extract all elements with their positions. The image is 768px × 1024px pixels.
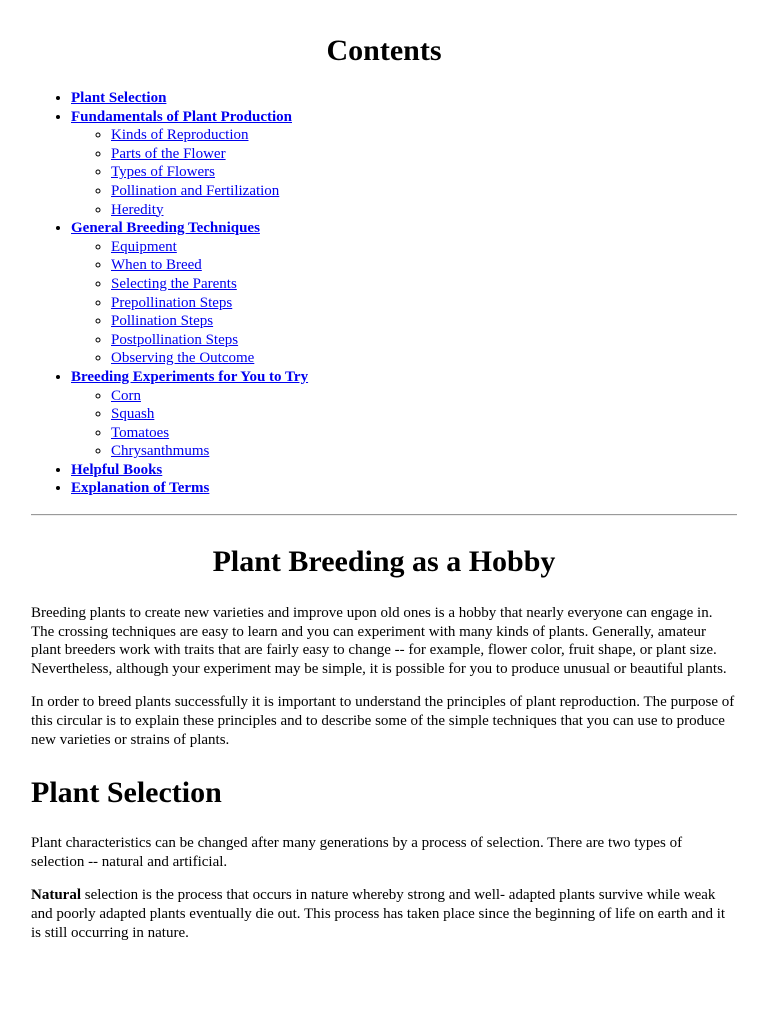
toc-subitem bbox=[111, 201, 737, 220]
toc-link-selecting-the-parents[interactable]: Selecting the Parents bbox=[111, 275, 237, 292]
toc-subitem bbox=[111, 238, 737, 257]
toc-link-prepollination-steps[interactable]: Prepollination Steps bbox=[111, 294, 233, 311]
contents-heading: Contents bbox=[326, 34, 442, 67]
toc-subitem bbox=[111, 424, 737, 443]
toc-sublist bbox=[71, 238, 737, 368]
selection-intro-paragraph: Plant characteristics can be changed after many generations by a process of selection. There are two types of selection -- natural and artificial. bbox=[31, 835, 683, 870]
toc-sublist bbox=[71, 387, 737, 461]
toc-link-chrysanthmums[interactable]: Chrysanthmums bbox=[111, 443, 210, 460]
toc-link-fundamentals[interactable]: Fundamentals of Plant Production bbox=[71, 108, 292, 125]
toc-link-breeding-experiments[interactable]: Breeding Experiments for You to Try bbox=[71, 368, 309, 385]
toc-sublist bbox=[71, 126, 737, 219]
toc-subitem bbox=[111, 405, 737, 424]
toc-link-general-breeding-techniques[interactable]: General Breeding Techniques bbox=[71, 220, 260, 237]
toc-subitem bbox=[111, 312, 737, 331]
toc-subitem bbox=[111, 294, 737, 313]
toc-link-squash[interactable]: Squash bbox=[111, 406, 155, 423]
toc-subitem bbox=[111, 182, 737, 201]
toc-item bbox=[71, 461, 737, 480]
toc-link-equipment[interactable]: Equipment bbox=[111, 238, 177, 255]
article-title: Plant Breeding as a Hobby bbox=[212, 545, 556, 579]
toc-link-postpollination-steps[interactable]: Postpollination Steps bbox=[111, 331, 239, 348]
toc-subitem bbox=[111, 331, 737, 350]
plant-selection-heading: Plant Selection bbox=[31, 776, 222, 810]
toc-link-pollination-steps[interactable]: Pollination Steps bbox=[111, 313, 214, 330]
section-divider bbox=[31, 514, 737, 516]
natural-term: Natural bbox=[31, 887, 81, 904]
toc-item bbox=[71, 219, 737, 368]
toc-item bbox=[71, 368, 737, 461]
toc-link-observing-the-outcome[interactable]: Observing the Outcome bbox=[111, 350, 255, 367]
table-of-contents bbox=[31, 89, 737, 498]
toc-link-when-to-breed[interactable]: When to Breed bbox=[111, 257, 202, 274]
toc-link-helpful-books[interactable]: Helpful Books bbox=[71, 461, 163, 478]
toc-subitem bbox=[111, 387, 737, 406]
principles-paragraph: In order to breed plants successfully it is important to understand the principles of plant reproduction. The purpose of this circular is to explain these principles and to describe some of the simple techniques that you can use to produce new varieties or strains of plants. bbox=[31, 694, 735, 748]
toc-subitem bbox=[111, 275, 737, 294]
toc-link-corn[interactable]: Corn bbox=[111, 387, 141, 404]
toc-item bbox=[71, 89, 737, 108]
toc-link-heredity[interactable]: Heredity bbox=[111, 201, 164, 218]
toc-subitem bbox=[111, 442, 737, 461]
natural-selection-text: selection is the process that occurs in nature whereby strong and well- adapted plants survive while weak and poorly adapted plants eventually die out. This process has taken place since the beginning of life on earth and it is still occurring in nature. bbox=[31, 887, 726, 941]
toc-item bbox=[71, 479, 737, 498]
toc-link-explanation-of-terms[interactable]: Explanation of Terms bbox=[71, 480, 210, 497]
toc-link-plant-selection[interactable]: Plant Selection bbox=[71, 90, 167, 106]
toc-subitem bbox=[111, 126, 737, 145]
toc-link-tomatoes[interactable]: Tomatoes bbox=[111, 424, 170, 441]
toc-link-pollination-fertilization[interactable]: Pollination and Fertilization bbox=[111, 182, 280, 199]
toc-link-parts-of-the-flower[interactable]: Parts of the Flower bbox=[111, 145, 226, 162]
toc-subitem bbox=[111, 145, 737, 164]
toc-subitem bbox=[111, 349, 737, 368]
toc-link-types-of-flowers[interactable]: Types of Flowers bbox=[111, 164, 215, 181]
intro-paragraph: Breeding plants to create new varieties and improve upon old ones is a hobby that nearly everyone can engage in. The crossing techniques are easy to learn and you can experiment with many kinds of plants. Generally, amateur plant breeders work with traits that are fairly easy to change -- for example, flower color, fruit shape, or plant size. Nevertheless, although your experiment may be simple, it is possible for you to produce unusual or beautiful plants. bbox=[31, 605, 727, 677]
toc-item bbox=[71, 108, 737, 220]
toc-subitem bbox=[111, 256, 737, 275]
natural-selection-paragraph bbox=[31, 886, 737, 942]
toc-link-kinds-of-reproduction[interactable]: Kinds of Reproduction bbox=[111, 127, 249, 144]
toc-subitem bbox=[111, 163, 737, 182]
